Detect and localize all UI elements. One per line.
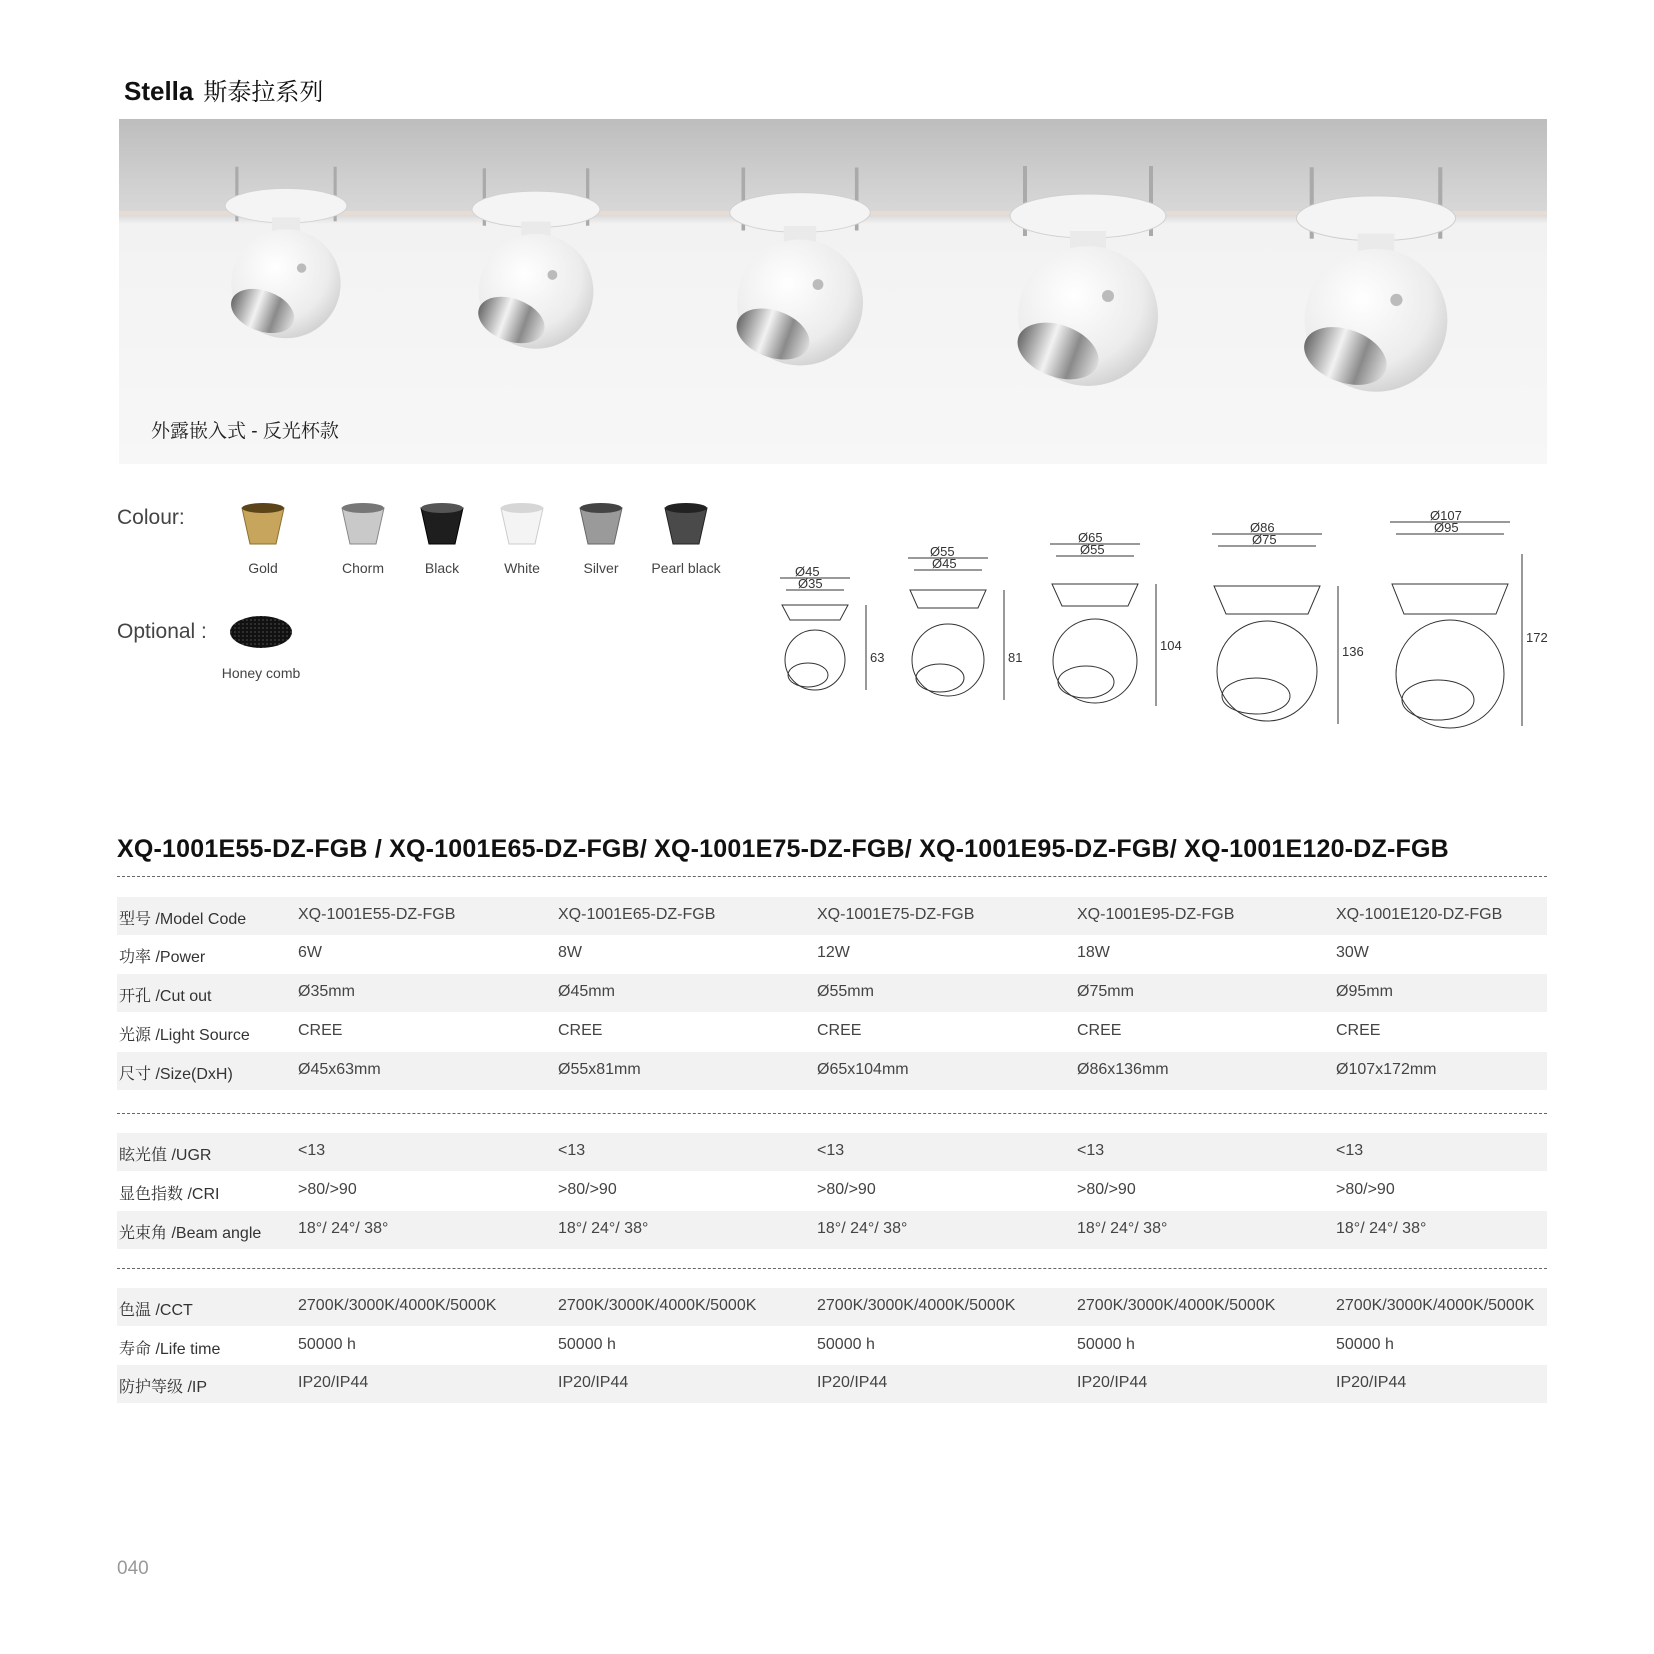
spec-value: CREE (1336, 1022, 1381, 1039)
divider (117, 1268, 1547, 1269)
spec-value: XQ-1001E75-DZ-FGB (817, 906, 975, 923)
product-photo-2 (472, 168, 600, 352)
spec-value: 50000 h (1077, 1336, 1135, 1353)
dimension-drawings (760, 500, 1548, 730)
chorm-reflector-icon (338, 502, 388, 548)
gold-reflector-icon (238, 502, 288, 548)
colour-swatch-white[interactable] (477, 502, 567, 576)
spec-value: 2700K/3000K/4000K/5000K (817, 1297, 1016, 1314)
spec-value: 2700K/3000K/4000K/5000K (1336, 1297, 1535, 1314)
dim-height: 104 (1160, 638, 1182, 653)
dim-inner: Ø75 (1252, 532, 1277, 547)
spec-value: <13 (1077, 1142, 1105, 1159)
product-photo-5 (1296, 167, 1455, 395)
product-photo-1 (225, 167, 347, 342)
spec-value: XQ-1001E95-DZ-FGB (1077, 906, 1235, 923)
spec-row-ip (117, 1365, 1547, 1403)
divider (117, 876, 1547, 877)
spec-value: <13 (1336, 1142, 1364, 1159)
spec-label: 型号 /Model Code (119, 911, 247, 928)
series-title-cn: 斯泰拉系列 (203, 79, 324, 106)
series-title-en: Stella (124, 76, 194, 106)
spec-row-light-source (117, 1013, 1547, 1051)
dim-height: 63 (870, 650, 885, 665)
spec-row-cct (117, 1288, 1547, 1326)
spec-value: 2700K/3000K/4000K/5000K (1077, 1297, 1276, 1314)
spec-label: 寿命 /Life time (119, 1341, 221, 1358)
optional-honeycomb[interactable] (216, 614, 306, 681)
spec-value: XQ-1001E65-DZ-FGB (558, 906, 716, 923)
spec-value: XQ-1001E55-DZ-FGB (298, 906, 456, 923)
spec-value: CREE (298, 1022, 343, 1039)
spec-value: <13 (558, 1142, 586, 1159)
spec-value: IP20/IP44 (558, 1374, 629, 1391)
spec-label: 尺寸 /Size(DxH) (119, 1066, 233, 1083)
colour-name: Pearl black (651, 560, 721, 576)
colour-swatch-pearl-black[interactable] (636, 502, 736, 576)
spec-value: 18°/ 24°/ 38° (558, 1220, 649, 1237)
spec-value: CREE (558, 1022, 603, 1039)
page-number: 040 (117, 1558, 149, 1579)
spec-value: Ø95mm (1336, 983, 1393, 1000)
spec-value: Ø107x172mm (1336, 1061, 1437, 1078)
spec-value: 12W (817, 944, 850, 961)
spec-value: IP20/IP44 (298, 1374, 369, 1391)
spec-value: 2700K/3000K/4000K/5000K (298, 1297, 497, 1314)
spec-value: >80/>90 (558, 1181, 617, 1198)
spec-value: IP20/IP44 (1336, 1374, 1407, 1391)
colour-swatch-chorm[interactable] (318, 502, 408, 576)
spec-value: <13 (298, 1142, 326, 1159)
pearl-black-reflector-icon (661, 502, 711, 548)
honeycomb-icon (229, 614, 293, 650)
dim-height: 81 (1008, 650, 1023, 665)
spec-label: 光束角 /Beam angle (119, 1225, 262, 1242)
spec-value: 50000 h (558, 1336, 616, 1353)
spec-value: 30W (1336, 944, 1369, 961)
spec-value: 2700K/3000K/4000K/5000K (558, 1297, 757, 1314)
spec-value: Ø86x136mm (1077, 1061, 1169, 1078)
spec-value: 50000 h (1336, 1336, 1394, 1353)
spec-row-cut-out (117, 974, 1547, 1012)
spec-label: 眩光值 /UGR (119, 1147, 212, 1164)
white-reflector-icon (497, 502, 547, 548)
spec-value: 50000 h (298, 1336, 356, 1353)
black-reflector-icon (417, 502, 467, 548)
dimension-drawing-2 (908, 544, 1022, 700)
product-photo-4 (1010, 166, 1166, 390)
spec-value: XQ-1001E120-DZ-FGB (1336, 906, 1503, 923)
spec-row-cri (117, 1172, 1547, 1210)
colour-name: Black (424, 560, 460, 576)
spec-value: Ø65x104mm (817, 1061, 909, 1078)
dimension-drawing-3 (1050, 530, 1182, 706)
dim-inner: Ø35 (798, 576, 823, 591)
spec-label: 开孔 /Cut out (119, 988, 212, 1005)
dimension-drawing-4 (1212, 520, 1364, 724)
spec-value: IP20/IP44 (817, 1374, 888, 1391)
spec-value: 50000 h (817, 1336, 875, 1353)
colour-swatch-black[interactable] (397, 502, 487, 576)
spec-value: 18°/ 24°/ 38° (1336, 1220, 1427, 1237)
spec-value: 8W (558, 944, 582, 961)
dim-inner: Ø45 (932, 556, 957, 571)
dim-inner: Ø55 (1080, 542, 1105, 557)
dim-height: 136 (1342, 644, 1364, 659)
divider (117, 1113, 1547, 1114)
colour-name: White (504, 560, 540, 576)
colour-swatch-silver[interactable] (556, 502, 646, 576)
banner-caption: 外露嵌入式 - 反光杯款 (151, 421, 339, 442)
silver-reflector-icon (576, 502, 626, 548)
spec-value: IP20/IP44 (1077, 1374, 1148, 1391)
spec-value: 18W (1077, 944, 1110, 961)
model-heading: XQ-1001E55-DZ-FGB / XQ-1001E65-DZ-FGB/ XQ-1001E75-DZ-FGB/ XQ-1001E95-DZ-FGB/ XQ-1001E120-DZ-FGB (117, 835, 1449, 863)
optional-item-name: Honey comb (221, 665, 301, 681)
spec-value: >80/>90 (298, 1181, 357, 1198)
colour-name: Silver (583, 560, 619, 576)
spec-value: Ø35mm (298, 983, 355, 1000)
dim-outer: Ø107 (1430, 508, 1462, 523)
dim-outer: Ø86 (1250, 520, 1275, 535)
spec-row-model-code (117, 897, 1547, 935)
product-banner (119, 119, 1547, 464)
dim-outer: Ø45 (795, 564, 820, 579)
spec-row-size (117, 1052, 1547, 1090)
colour-swatch-gold[interactable] (218, 502, 308, 576)
spec-value: <13 (817, 1142, 845, 1159)
spec-row-beam-angle (117, 1211, 1547, 1249)
spec-label: 光源 /Light Source (119, 1027, 250, 1044)
spec-row-life-time (117, 1327, 1547, 1365)
optional-label: Optional : (117, 620, 207, 643)
product-photos (119, 119, 1547, 464)
series-title (124, 72, 323, 107)
spec-value: CREE (817, 1022, 862, 1039)
spec-value: >80/>90 (817, 1181, 876, 1198)
spec-value: Ø45mm (558, 983, 615, 1000)
dim-height: 172 (1526, 630, 1548, 645)
spec-value: 6W (298, 944, 322, 961)
spec-row-ugr (117, 1133, 1547, 1171)
spec-value: Ø75mm (1077, 983, 1134, 1000)
colour-name: Gold (248, 560, 278, 576)
dimension-drawing-1 (780, 564, 884, 690)
spec-label: 色温 /CCT (119, 1302, 193, 1319)
spec-value: Ø55mm (817, 983, 874, 1000)
dim-outer: Ø65 (1078, 530, 1103, 545)
spec-value: Ø55x81mm (558, 1061, 641, 1078)
spec-value: Ø45x63mm (298, 1061, 381, 1078)
colour-label: Colour: (117, 506, 185, 529)
product-photo-3 (729, 168, 870, 369)
spec-value: >80/>90 (1077, 1181, 1136, 1198)
dimension-drawing-5 (1390, 508, 1548, 728)
spec-value: 18°/ 24°/ 38° (817, 1220, 908, 1237)
spec-label: 显色指数 /CRI (119, 1186, 220, 1203)
spec-label: 防护等级 /IP (119, 1379, 208, 1396)
colour-name: Chorm (341, 560, 384, 576)
spec-label: 功率 /Power (119, 949, 206, 966)
spec-value: 18°/ 24°/ 38° (1077, 1220, 1168, 1237)
spec-value: 18°/ 24°/ 38° (298, 1220, 389, 1237)
spec-row-power (117, 935, 1547, 973)
spec-value: >80/>90 (1336, 1181, 1395, 1198)
spec-value: CREE (1077, 1022, 1122, 1039)
dim-outer: Ø55 (930, 544, 955, 559)
dim-inner: Ø95 (1434, 520, 1459, 535)
